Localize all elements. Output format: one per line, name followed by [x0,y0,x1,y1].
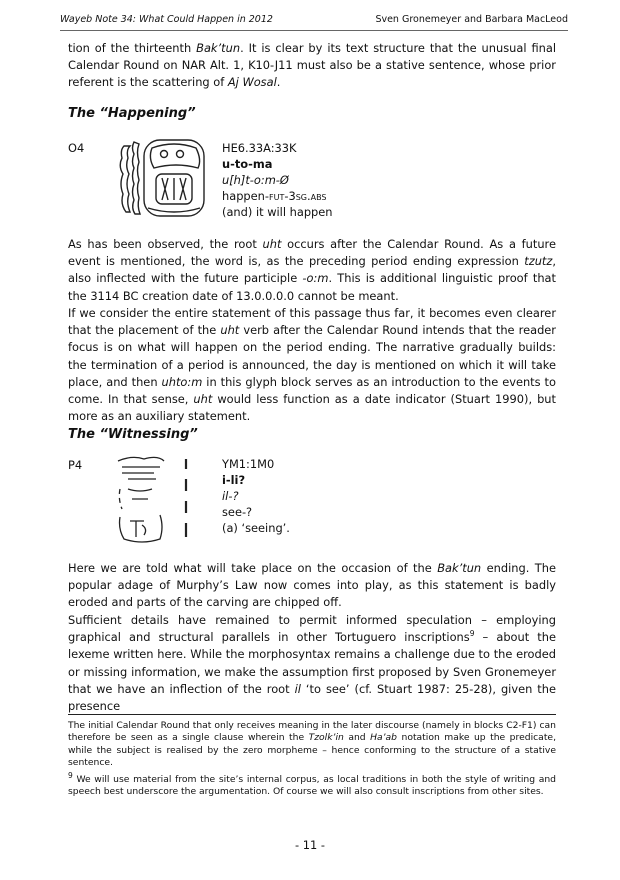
example-id-p4: P4 [68,458,83,472]
paragraph-5: Sufficient details have remained to permit informed speculation – employing graphical and structural parallels in other Tortuguero inscriptions$^9$ – about the lexeme written here. While the morphosyntax remains a challenge due to the eroded or missing information, we make the assumption first proposed by Sven Gronemeyer that we have an inflection of the root il ‘to see’ (cf. Stuart 1987: 25-28), given the presence [68,613,556,714]
footnote-9: $^9$ We will use material from the site’s internal corpus, as local traditions in both the style of writing and speech best underscore the argumentation. Of course we will also consult inscriptions from other sites. [68,770,556,798]
glyph-code: HE6.33A:33K [222,141,297,155]
transliteration: i-li? [222,473,246,487]
footnote-ref-9[interactable]: 9 [469,629,475,639]
paragraph-3: If we consider the entire statement of this passage thus far, it becomes even clearer that the placement of the uht verb after the Calendar Round intends that the reader focus is on what will happen on the period ending. The narrative gradually builds: the termination of a period is announced, the day is mentioned on which it will take place, and then uhto:m in this glyph block serves as an introduction to the events to come. In that sense, uht would less function as a date indicator (Stuart 1990), but more as an auxiliary statement. [68,306,556,424]
free-translation: (a) ‘seeing’. [222,521,290,535]
example-id-o4: O4 [68,141,85,155]
glyph-code: YM1:1M0 [222,457,275,471]
free-translation: (and) it will happen [222,205,333,219]
maya-glyph-il-eroded-image [114,453,210,545]
paragraph-1: tion of the thirteenth Bak’tun. It is clear by its text structure that the unusual final Calendar Round on NAR Alt. 1, K10-J11 must also be a stative sentence, whose prior referent is the scattering of Aj Wosal. [68,41,556,90]
morpheme-gloss: happen-fut-3sg.abs [222,189,327,203]
running-header [60,14,568,28]
transcription: u[h]t-o:m-Ø [222,173,289,187]
transliteration: u-to-ma [222,157,273,171]
transcription: il-? [222,489,239,503]
example-gloss-o4 [222,140,333,220]
paragraph-4: Here we are told what will take place on the occasion of the Bak’tun ending. The popular adage of Murphy’s Law now comes into play, as this statement is badly eroded and parts of the carving are chipped off. [68,561,556,610]
header-title: Wayeb Note 34: What Could Happen in 2012 [60,14,273,25]
paragraph-2: As has been observed, the root uht occurs after the Calendar Round. As a future event is mentioned, the word is, as the preceding period ending expression tzutz, also inflected with the future participle -o:m. This is additional linguistic proof that the 3114 BC creation date of 13.0.0.0.0 cannot be meant. [68,237,556,303]
section-heading-witnessing: The “Witnessing” [68,427,198,442]
footnote-8: The initial Calendar Round that only receives meaning in the later discourse (namely in blocks C2-F1) can therefore be seen as a single clause wherein the Tzolk’in and Ha’ab notation make up the predicate, while the subject is realised by the zero morpheme – hence conforming to the structure of a stative sentence. [68,720,556,768]
header-authors: Sven Gronemeyer and Barbara MacLeod [375,14,568,25]
header-rule [60,30,568,31]
footnote-rule [68,714,556,715]
glyph-block-p4 [114,453,210,545]
maya-glyph-uhtom-image [118,136,210,220]
glyph-block-o4 [118,136,210,220]
section-heading-happening: The “Happening” [68,106,196,121]
morpheme-gloss: see-? [222,505,253,519]
example-gloss-p4 [222,456,290,536]
page-number: - 11 - [295,838,325,852]
